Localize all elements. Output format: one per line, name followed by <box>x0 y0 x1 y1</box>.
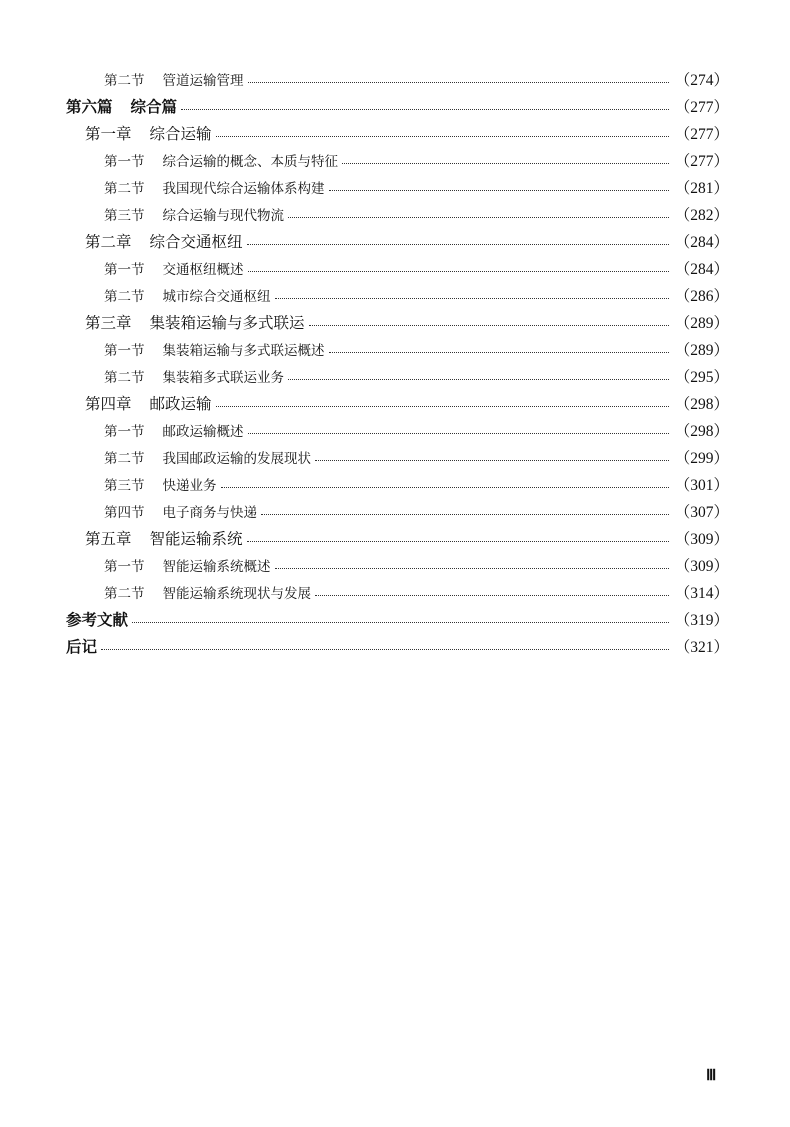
dot-leader <box>329 190 669 191</box>
dot-leader <box>288 379 669 380</box>
toc-page-number: （314） <box>674 584 729 602</box>
toc-title: 综合交通枢纽 <box>149 232 243 251</box>
toc-page-number: （309） <box>674 530 729 548</box>
toc-section-row[interactable] <box>104 416 729 443</box>
toc-title: 邮政运输概述 <box>162 423 244 440</box>
dot-leader <box>248 433 669 434</box>
toc-title: 后记 <box>66 636 98 656</box>
toc-page-number: （319） <box>674 611 729 629</box>
toc-title: 综合篇 <box>130 96 178 116</box>
toc-title: 智能运输系统概述 <box>162 558 271 575</box>
toc-title: 电子商务与快递 <box>162 504 257 521</box>
toc-page-number: （309） <box>674 557 729 575</box>
dot-leader <box>342 163 669 164</box>
dot-leader <box>309 325 669 326</box>
toc-number: 第二章 <box>85 232 132 251</box>
dot-leader <box>181 109 669 110</box>
toc-page-number: （289） <box>674 314 729 332</box>
toc-number: 第二节 <box>104 369 145 386</box>
toc-page-number: （307） <box>674 503 729 521</box>
toc-section-row[interactable] <box>104 578 729 605</box>
toc-number: 第三章 <box>85 313 132 332</box>
toc-title: 集装箱运输与多式联运概述 <box>162 342 325 359</box>
toc-title: 我国现代综合运输体系构建 <box>162 180 325 197</box>
toc-page-number: （299） <box>674 449 729 467</box>
toc-title: 快递业务 <box>162 477 217 494</box>
toc-number: 第五章 <box>85 529 132 548</box>
dot-leader <box>101 649 669 650</box>
toc-number: 第四节 <box>104 504 145 521</box>
toc-chapter-row[interactable] <box>85 119 729 146</box>
toc-number: 第一章 <box>85 124 132 143</box>
toc-number: 第一节 <box>104 423 145 440</box>
toc-number: 第一节 <box>104 153 145 170</box>
toc-title: 我国邮政运输的发展现状 <box>162 450 311 467</box>
toc-page-number: （277） <box>674 125 729 143</box>
toc-section-row[interactable] <box>104 362 729 389</box>
toc-number: 第六篇 <box>66 96 113 116</box>
toc-number: 第二节 <box>104 585 145 602</box>
toc-section-row[interactable] <box>104 146 729 173</box>
toc-title: 邮政运输 <box>149 394 212 413</box>
toc-number: 第四章 <box>85 394 132 413</box>
toc-title: 管道运输管理 <box>162 72 244 89</box>
toc-number: 第一节 <box>104 342 145 359</box>
toc-page-number: （284） <box>674 260 729 278</box>
toc-chapter-row[interactable] <box>85 227 729 254</box>
toc-page-number: （282） <box>674 206 729 224</box>
toc-title: 智能运输系统 <box>149 529 243 548</box>
toc-page-number: （277） <box>674 98 729 116</box>
dot-leader <box>288 217 669 218</box>
toc-page-number: （281） <box>674 179 729 197</box>
toc-section-row[interactable] <box>104 200 729 227</box>
toc-chapter-row[interactable] <box>85 524 729 551</box>
toc-number: 第二节 <box>104 72 145 89</box>
toc-page-number: （284） <box>674 233 729 251</box>
toc-page-number: （274） <box>674 71 729 89</box>
toc-backmatter-row[interactable] <box>66 605 729 632</box>
toc-page-number: （289） <box>674 341 729 359</box>
toc-number: 第三节 <box>104 207 145 224</box>
dot-leader <box>315 595 669 596</box>
toc-page-number: （298） <box>674 395 729 413</box>
toc-section-row[interactable] <box>104 551 729 578</box>
toc-title: 集装箱多式联运业务 <box>162 369 284 386</box>
toc-number: 第二节 <box>104 450 145 467</box>
toc-page-number: （301） <box>674 476 729 494</box>
dot-leader <box>248 271 669 272</box>
toc-chapter-row[interactable] <box>85 389 729 416</box>
toc-number: 第一节 <box>104 261 145 278</box>
toc-backmatter-row[interactable] <box>66 632 729 659</box>
toc-section-row[interactable] <box>104 497 729 524</box>
toc-title: 城市综合交通枢纽 <box>162 288 271 305</box>
dot-leader <box>315 460 669 461</box>
dot-leader <box>247 244 669 245</box>
toc-section-row[interactable] <box>104 443 729 470</box>
dot-leader <box>275 298 669 299</box>
dot-leader <box>329 352 669 353</box>
toc-section-row[interactable] <box>104 173 729 200</box>
dot-leader <box>261 514 669 515</box>
page-folio-number: Ⅲ <box>706 1068 717 1084</box>
dot-leader <box>132 622 669 623</box>
dot-leader <box>275 568 669 569</box>
toc-section-row[interactable] <box>104 470 729 497</box>
toc-title: 智能运输系统现状与发展 <box>162 585 311 602</box>
toc-title: 综合运输的概念、本质与特征 <box>162 153 338 170</box>
toc-title: 综合运输与现代物流 <box>162 207 284 224</box>
toc-section-row[interactable] <box>104 335 729 362</box>
dot-leader <box>248 82 669 83</box>
toc-chapter-row[interactable] <box>85 308 729 335</box>
toc-page-number: （277） <box>674 152 729 170</box>
toc-page-number: （286） <box>674 287 729 305</box>
toc-number: 第二节 <box>104 288 145 305</box>
dot-leader <box>216 136 669 137</box>
toc-number: 第一节 <box>104 558 145 575</box>
toc-section-row[interactable] <box>104 281 729 308</box>
dot-leader <box>247 541 669 542</box>
toc-title: 参考文献 <box>66 609 129 629</box>
toc-page-number: （321） <box>674 638 729 656</box>
toc-section-row[interactable] <box>104 65 729 92</box>
toc-number: 第二节 <box>104 180 145 197</box>
toc-number: 第三节 <box>104 477 145 494</box>
toc-title: 集装箱运输与多式联运 <box>149 313 305 332</box>
toc-page-number: （295） <box>674 368 729 386</box>
dot-leader <box>216 406 669 407</box>
toc-part-row[interactable] <box>66 92 729 119</box>
toc-title: 交通枢纽概述 <box>162 261 244 278</box>
toc-page-number: （298） <box>674 422 729 440</box>
toc-section-row[interactable] <box>104 254 729 281</box>
toc-title: 综合运输 <box>149 124 212 143</box>
dot-leader <box>221 487 669 488</box>
